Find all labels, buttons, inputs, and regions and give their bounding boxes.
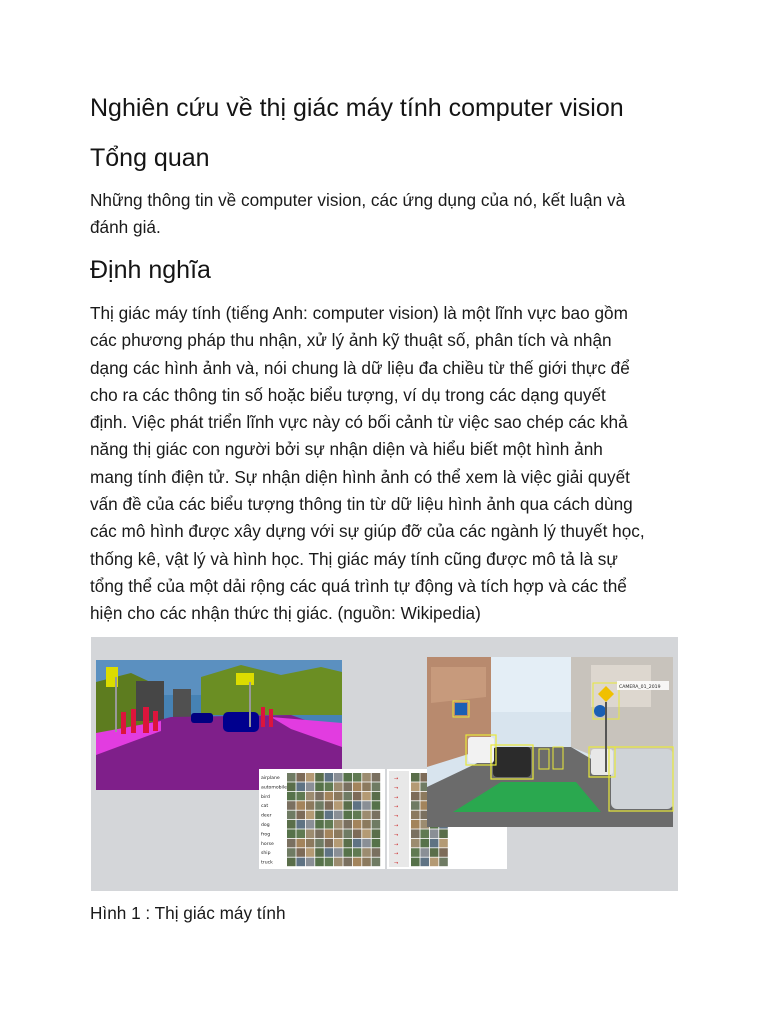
dataset-class-label: ship (261, 851, 271, 857)
dataset-thumbnail (420, 829, 429, 838)
dataset-thumbnail (420, 858, 429, 867)
dataset-class-label: airplane (261, 776, 280, 781)
dataset-thumbnail (343, 792, 352, 801)
dataset-thumbnail (430, 839, 439, 848)
definition-line: tổng thể của một dải rộng các quá trình tự động và tích hợp và các thể (90, 575, 627, 596)
dataset-thumbnail (306, 792, 315, 801)
definition-line: dạng các hình ảnh và, nói chung là dữ liệu đa chiều từ thế giới thực để (90, 357, 630, 378)
dataset-thumbnail (306, 848, 315, 857)
dataset-thumbnail (411, 848, 420, 857)
dataset-class-label: truck (261, 860, 273, 866)
dataset-class-label: horse (261, 841, 274, 847)
dataset-thumbnail (411, 792, 420, 801)
arrow-icon: → (394, 860, 399, 867)
arrow-icon: → (394, 841, 399, 848)
dataset-thumbnail (315, 829, 324, 838)
arrow-icon: → (394, 804, 399, 811)
dataset-thumbnail (315, 858, 324, 867)
dataset-thumbnail (411, 782, 420, 791)
dataset-thumbnail (296, 858, 305, 867)
dataset-class-label: dog (261, 823, 270, 828)
dataset-thumbnail (411, 773, 420, 782)
dataset-thumbnail (362, 858, 371, 867)
definition-line: Thị giác máy tính (tiếng Anh: computer vision) là một lĩnh vực bao gồm (90, 303, 628, 323)
dataset-thumbnail (325, 792, 334, 801)
dataset-thumbnail (287, 792, 296, 801)
dataset-thumbnail (411, 839, 420, 848)
dataset-thumbnail (353, 858, 362, 867)
overview-line: Những thông tin về computer vision, các ứng dụng của nó, kết luận và (90, 190, 626, 210)
dataset-thumbnail (296, 848, 305, 857)
dataset-thumbnail (287, 858, 296, 867)
dataset-thumbnail (287, 839, 296, 848)
dataset-thumbnail (296, 801, 305, 810)
dataset-thumbnail (296, 839, 305, 848)
dataset-thumbnail (334, 829, 343, 838)
dataset-thumbnail (411, 829, 420, 838)
dataset-thumbnail (353, 801, 362, 810)
dataset-class-label: bird (261, 794, 270, 800)
arrow-icon: → (394, 794, 399, 801)
dataset-thumbnail (430, 858, 439, 867)
dataset-thumbnail (315, 820, 324, 829)
dataset-thumbnail (439, 848, 448, 857)
dataset-thumbnail (439, 839, 448, 848)
dataset-thumbnail (315, 848, 324, 857)
dataset-thumbnail (353, 782, 362, 791)
dataset-thumbnail (315, 773, 324, 782)
arrow-icon: → (394, 851, 399, 858)
section-heading-definition: Định nghĩa (90, 256, 211, 284)
arrow-icon: → (394, 813, 399, 820)
dataset-thumbnail (372, 839, 381, 848)
dataset-thumbnail (430, 848, 439, 857)
dataset-thumbnail (287, 782, 296, 791)
dataset-thumbnail (287, 829, 296, 838)
document-title: Nghiên cứu về thị giác máy tính computer vision (90, 94, 624, 122)
dataset-thumbnail (353, 829, 362, 838)
dataset-thumbnail (325, 858, 334, 867)
dataset-thumbnail (325, 820, 334, 829)
dataset-thumbnail (334, 839, 343, 848)
dataset-thumbnail (353, 811, 362, 820)
dataset-thumbnail (315, 811, 324, 820)
dataset-thumbnail (353, 848, 362, 857)
dataset-class-label: automobile (261, 785, 287, 791)
definition-line: các phương pháp thu nhận, xử lý ảnh kỹ thuật số, phân tích và nhận (90, 330, 612, 351)
section-heading-overview: Tổng quan (90, 144, 210, 172)
dataset-thumbnail (296, 782, 305, 791)
classification-dataset-image (259, 769, 385, 869)
dataset-thumbnail (343, 848, 352, 857)
dataset-thumbnail (362, 782, 371, 791)
definition-line: cho ra các thông tin số hoặc biểu tượng, ví dụ trong các dạng quyết (90, 384, 606, 405)
definition-line: mang tính điện tử. Sự nhận diện hình ảnh có thể xem là việc giải quyết (90, 466, 630, 487)
overview-line: đánh giá. (90, 217, 161, 238)
dataset-thumbnail (372, 829, 381, 838)
arrow-icon: → (394, 776, 399, 782)
dataset-thumbnail (334, 782, 343, 791)
dataset-thumbnail (343, 811, 352, 820)
dataset-thumbnail (372, 773, 381, 782)
dataset-thumbnail (306, 858, 315, 867)
dataset-thumbnail (343, 773, 352, 782)
dataset-thumbnail (296, 820, 305, 829)
dataset-thumbnail (411, 811, 420, 820)
dataset-thumbnail (306, 829, 315, 838)
dataset-thumbnail (343, 829, 352, 838)
dataset-thumbnail (325, 773, 334, 782)
dataset-thumbnail (372, 782, 381, 791)
dataset-thumbnail (325, 829, 334, 838)
dataset-thumbnail (353, 839, 362, 848)
dataset-thumbnail (420, 839, 429, 848)
dataset-thumbnail (420, 848, 429, 857)
dataset-class-label: cat (261, 804, 269, 810)
dataset-thumbnail (372, 820, 381, 829)
dataset-thumbnail (362, 848, 371, 857)
dataset-thumbnail (334, 773, 343, 782)
dataset-thumbnail (306, 801, 315, 810)
dataset-thumbnail (362, 792, 371, 801)
figure-caption: Hình 1 : Thị giác máy tính (90, 903, 286, 923)
figure-computer-vision-collage (91, 637, 678, 891)
dataset-thumbnail (362, 811, 371, 820)
dataset-thumbnail (362, 801, 371, 810)
dataset-thumbnail (343, 820, 352, 829)
dataset-thumbnail (306, 773, 315, 782)
dataset-thumbnail (372, 792, 381, 801)
dataset-thumbnail (296, 811, 305, 820)
overview-paragraph (90, 187, 680, 242)
definition-paragraph (90, 300, 680, 628)
dataset-thumbnail (325, 839, 334, 848)
dataset-thumbnail (315, 792, 324, 801)
dataset-thumbnail (287, 820, 296, 829)
dataset-class-label: frog (261, 832, 271, 838)
dataset-thumbnail (343, 782, 352, 791)
object-detection-street-image (427, 657, 673, 827)
dataset-thumbnail (362, 773, 371, 782)
dataset-thumbnail (372, 811, 381, 820)
dataset-thumbnail (325, 782, 334, 791)
dataset-thumbnail (353, 773, 362, 782)
dataset-thumbnail (325, 811, 334, 820)
dataset-class-label: deer (261, 813, 272, 819)
dataset-thumbnail (287, 811, 296, 820)
dataset-thumbnail (343, 858, 352, 867)
dataset-thumbnail (296, 829, 305, 838)
arrow-icon: → (394, 823, 399, 829)
dataset-thumbnail (353, 820, 362, 829)
definition-line: vấn đề của các biểu tượng thông tin từ dữ liệu hình ảnh qua cách dùng (90, 494, 633, 515)
definition-line: định. Việc phát triển lĩnh vực này có bối cảnh từ việc sao chép các khả (90, 412, 628, 433)
dataset-thumbnail (362, 829, 371, 838)
dataset-thumbnail (362, 820, 371, 829)
dataset-thumbnail (334, 811, 343, 820)
dataset-thumbnail (306, 820, 315, 829)
dataset-thumbnail (411, 858, 420, 867)
dataset-thumbnail (411, 820, 420, 829)
dataset-thumbnail (343, 839, 352, 848)
dataset-thumbnail (287, 848, 296, 857)
dataset-thumbnail (372, 848, 381, 857)
dataset-thumbnail (362, 839, 371, 848)
arrow-icon: → (394, 785, 399, 792)
dataset-thumbnail (325, 801, 334, 810)
dataset-thumbnail (439, 829, 448, 838)
dataset-thumbnail (334, 858, 343, 867)
dataset-thumbnail (439, 858, 448, 867)
dataset-thumbnail (372, 801, 381, 810)
dataset-thumbnail (306, 839, 315, 848)
dataset-thumbnail (306, 811, 315, 820)
dataset-thumbnail (287, 801, 296, 810)
definition-line: hiện cho các nhận thức thị giác. (nguồn: Wikipedia) (90, 603, 481, 624)
definition-line: các mô hình được xây dựng với sự giúp đỡ của các ngành lý thuyết học, (90, 521, 645, 542)
dataset-thumbnail (296, 792, 305, 801)
dataset-thumbnail (334, 820, 343, 829)
dataset-thumbnail (343, 801, 352, 810)
dataset-thumbnail (334, 792, 343, 801)
dataset-thumbnail (296, 773, 305, 782)
dataset-thumbnail (430, 829, 439, 838)
camera-overlay-label: CAMERA_01_2019 (619, 685, 661, 690)
dataset-thumbnail (315, 801, 324, 810)
dataset-thumbnail (411, 801, 420, 810)
dataset-thumbnail (334, 801, 343, 810)
dataset-thumbnail (325, 848, 334, 857)
dataset-thumbnail (315, 782, 324, 791)
dataset-thumbnail (334, 848, 343, 857)
dataset-thumbnail (315, 839, 324, 848)
arrow-icon: → (394, 832, 399, 839)
dataset-thumbnail (306, 782, 315, 791)
definition-line: năng thị giác con người bởi sự nhận diện và hiểu biết một hình ảnh (90, 439, 603, 460)
dataset-thumbnail (372, 858, 381, 867)
dataset-thumbnail (287, 773, 296, 782)
dataset-thumbnail (353, 792, 362, 801)
definition-line: thống kê, vật lý và hình học. Thị giác máy tính cũng được mô tả là sự (90, 548, 618, 569)
